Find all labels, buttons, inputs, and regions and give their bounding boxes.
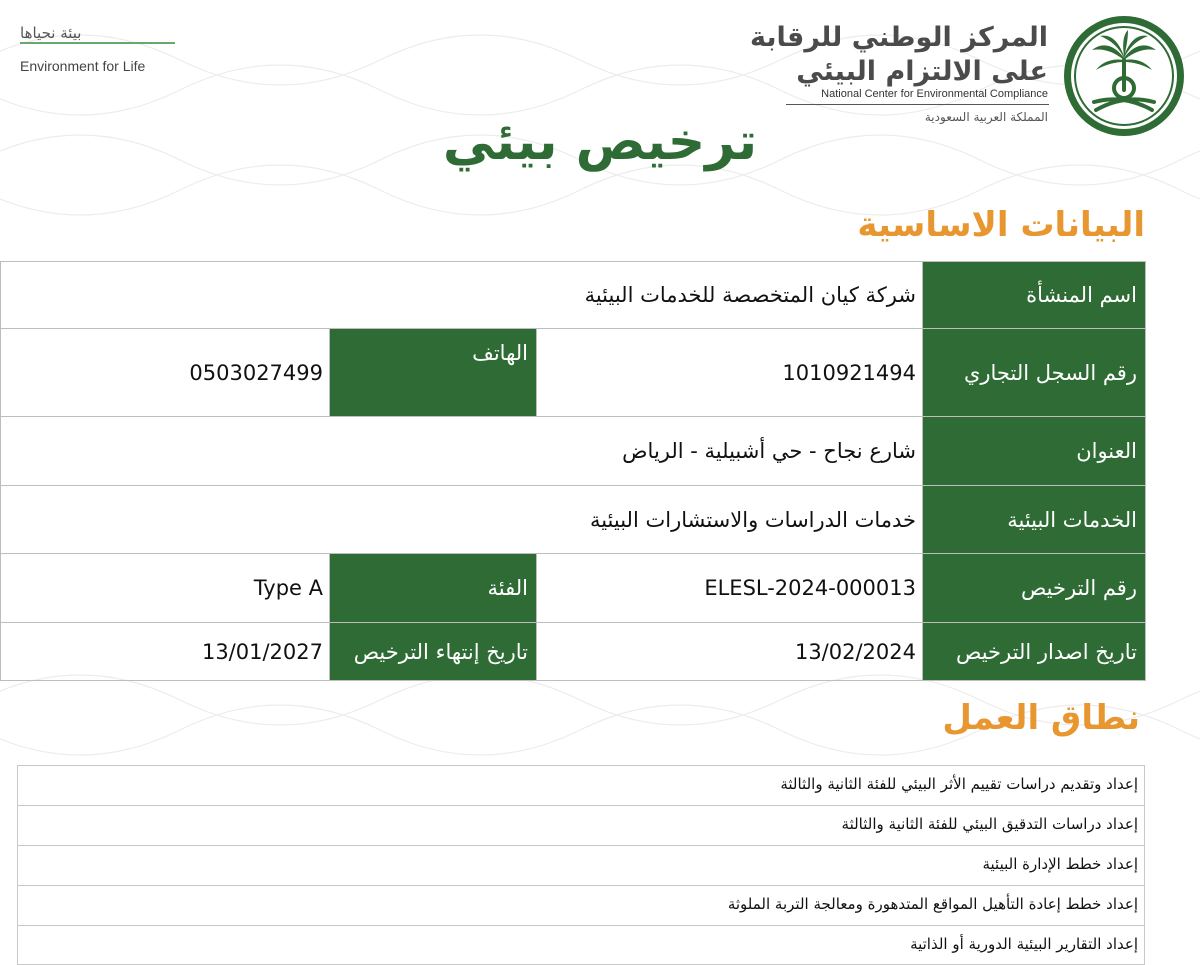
row-license-category — [1, 554, 1146, 623]
scope-item: إعداد التقارير البيئية الدورية أو الذاتية — [17, 925, 1145, 965]
section-heading-scope: نطاق العمل — [942, 698, 1140, 738]
license-data-table — [0, 261, 1146, 681]
page-title: ترخيص بيئي — [442, 112, 758, 172]
org-name-arabic-line1: المركز الوطني للرقابة — [750, 22, 1048, 53]
scope-item: إعداد خطط إعادة التأهيل المواقع المتدهورة ومعالجة التربة الملوثة — [17, 885, 1145, 925]
value-address: شارع نجاح - حي أشبيلية - الرياض — [1, 417, 923, 486]
label-expiry-date: تاريخ إنتهاء الترخيص — [330, 623, 537, 681]
scope-item: إعداد وتقديم دراسات تقييم الأثر البيئي للفئة الثانية والثالثة — [17, 765, 1145, 805]
brand-tagline-arabic: بيئة نحياها — [20, 24, 82, 42]
value-phone: 0503027499 — [1, 329, 330, 417]
label-facility-name: اسم المنشأة — [923, 262, 1146, 329]
value-license-number: ELESL-2024-000013 — [537, 554, 923, 623]
org-name-english: National Center for Environmental Compliance — [821, 88, 1048, 100]
row-dates — [1, 623, 1146, 681]
org-country: المملكة العربية السعودية — [924, 110, 1048, 124]
row-services — [1, 486, 1146, 554]
org-divider — [786, 104, 1049, 105]
org-name-arabic-line2: على الالتزام البيئي — [796, 56, 1048, 87]
label-address: العنوان — [923, 417, 1146, 486]
label-issue-date: تاريخ اصدار الترخيص — [923, 623, 1146, 681]
value-expiry-date: 13/01/2027 — [1, 623, 330, 681]
label-phone: الهاتف — [330, 329, 537, 417]
label-services: الخدمات البيئية — [923, 486, 1146, 554]
label-category: الفئة — [330, 554, 537, 623]
section-heading-basic-data: البيانات الاساسية — [857, 205, 1145, 245]
scope-list — [17, 765, 1145, 965]
value-issue-date: 13/02/2024 — [537, 623, 923, 681]
row-facility-name — [1, 262, 1146, 329]
label-license-number: رقم الترخيص — [923, 554, 1146, 623]
brand-tagline-english: Environment for Life — [20, 58, 146, 74]
value-cr-number: 1010921494 — [537, 329, 923, 417]
value-category: Type A — [1, 554, 330, 623]
scope-item: إعداد خطط الإدارة البيئية — [17, 845, 1145, 885]
brand-divider — [20, 42, 175, 44]
row-address — [1, 417, 1146, 486]
value-facility-name: شركة كيان المتخصصة للخدمات البيئية — [1, 262, 923, 329]
row-cr-phone — [1, 329, 1146, 417]
scope-item: إعداد دراسات التدقيق البيئي للفئة الثانية والثالثة — [17, 805, 1145, 845]
value-services: خدمات الدراسات والاستشارات البيئية — [1, 486, 923, 554]
label-cr-number: رقم السجل التجاري — [923, 329, 1146, 417]
